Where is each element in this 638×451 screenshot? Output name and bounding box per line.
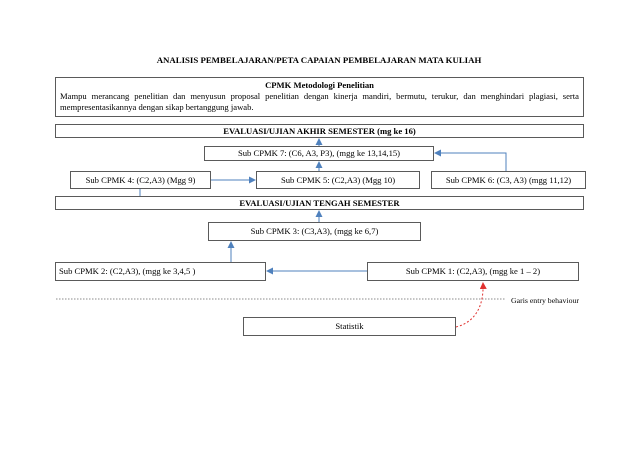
cpmk-title: CPMK Metodologi Penelitian	[265, 80, 374, 90]
sub-cpmk-2: Sub CPMK 2: (C2,A3), (mgg ke 3,4,5 )	[55, 262, 266, 281]
uts-box: EVALUASI/UJIAN TENGAH SEMESTER	[55, 196, 584, 210]
arrow-statistik-to-s1	[456, 283, 483, 327]
sub-cpmk-6: Sub CPMK 6: (C3, A3) (mgg 11,12)	[431, 171, 586, 189]
sub-cpmk-3: Sub CPMK 3: (C3,A3), (mgg ke 6,7)	[208, 222, 421, 241]
entry-behaviour-label: Garis entry behaviour	[511, 296, 579, 305]
uas-box: EVALUASI/UJIAN AKHIR SEMESTER (mg ke 16)	[55, 124, 584, 138]
sub-cpmk-7: Sub CPMK 7: (C6, A3, P3), (mgg ke 13,14,15)	[204, 146, 434, 161]
arrow-s6-to-s7	[435, 153, 506, 171]
sub-cpmk-5: Sub CPMK 5: (C2,A3) (Mgg 10)	[256, 171, 420, 189]
diagram-title: ANALISIS PEMBELAJARAN/PETA CAPAIAN PEMBELAJARAN MATA KULIAH	[156, 55, 482, 65]
statistik-box: Statistik	[243, 317, 456, 336]
sub-cpmk-4: Sub CPMK 4: (C2,A3) (Mgg 9)	[70, 171, 211, 189]
cpmk-description: Mampu merancang penelitian dan menyusun proposal penelitian dengan kinerja mandiri, bermutu, terukur, dan menghindari plagiasi, serta mempresentasikannya dengan sikap bertanggung jawab.	[60, 90, 579, 112]
sub-cpmk-1: Sub CPMK 1: (C2,A3), (mgg ke 1 – 2)	[367, 262, 579, 281]
